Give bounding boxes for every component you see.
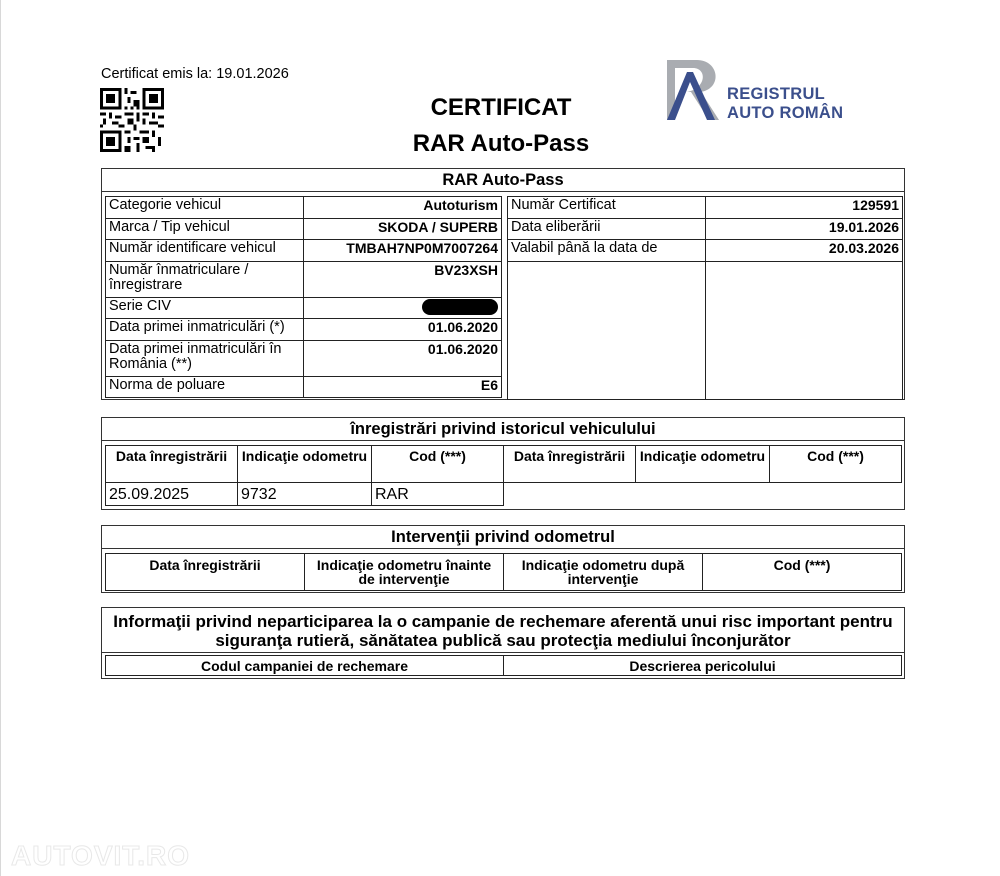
- table-row: Norma de poluare E6: [106, 376, 502, 398]
- section-title: Intervenţii privind odometrul: [102, 526, 904, 549]
- history-table: [105, 445, 902, 506]
- recall-table: [105, 655, 902, 676]
- section-title: înregistrări privind istoricul vehiculului: [102, 418, 904, 441]
- odometer-interventions-section: [101, 525, 905, 593]
- table-row: 25.09.2025 9732 RAR: [106, 483, 902, 506]
- table-row: Data primei inmatriculări în România (**) 01.06.2020: [106, 340, 502, 376]
- table-row: Număr identificare vehicul TMBAH7NP0M7007264: [106, 240, 502, 262]
- watermark: AUTOVIT.RO: [11, 840, 191, 871]
- section-title: Informaţii privind neparticiparea la o campanie de rechemare aferentă unui risc important pentru siguranţa rutieră, sănătatea publică sau protecţia mediului înconjurător: [102, 608, 904, 653]
- rar-logo-text: REGISTRUL AUTO ROMÂN: [727, 85, 844, 122]
- document-title: CERTIFICAT: [430, 94, 572, 121]
- table-header-row: Codul campaniei de rechemare Descrierea pericolului: [106, 656, 902, 676]
- table-row: Număr înmatriculare / înregistrare BV23XSH: [106, 261, 502, 297]
- vehicle-info-section: [101, 168, 905, 400]
- history-section: [101, 417, 905, 510]
- civ-series-value: [304, 297, 502, 319]
- table-row: Categorie vehicul Autoturism: [106, 197, 502, 219]
- certificate-details-table: [507, 196, 903, 400]
- table-row: Valabil până la data de 20.03.2026: [508, 240, 903, 262]
- table-row: Serie CIV: [106, 297, 502, 319]
- table-header-row: Data înregistrării Indicaţie odometru Cod (***) Data înregistrării Indicaţie odometru Cod (***): [106, 446, 902, 483]
- table-header-row: Data înregistrării Indicaţie odometru înainte de intervenţie Indicaţie odometru după intervenţie Cod (***): [106, 554, 902, 591]
- vehicle-details-table: [105, 196, 502, 398]
- table-row-empty: [508, 261, 903, 399]
- table-row: Data eliberării 19.01.2026: [508, 218, 903, 240]
- issued-date: Certificat emis la: 19.01.2026: [101, 66, 289, 82]
- odometer-table: [105, 553, 902, 591]
- table-row: Data primei inmatriculări (*) 01.06.2020: [106, 319, 502, 341]
- recall-campaign-section: [101, 607, 905, 679]
- redaction-mark: [422, 299, 498, 315]
- table-row: Marca / Tip vehicul SKODA / SUPERB: [106, 218, 502, 240]
- document-subtitle: RAR Auto-Pass: [412, 130, 590, 157]
- table-row: Număr Certificat 129591: [508, 197, 903, 219]
- section-title: RAR Auto-Pass: [102, 169, 904, 192]
